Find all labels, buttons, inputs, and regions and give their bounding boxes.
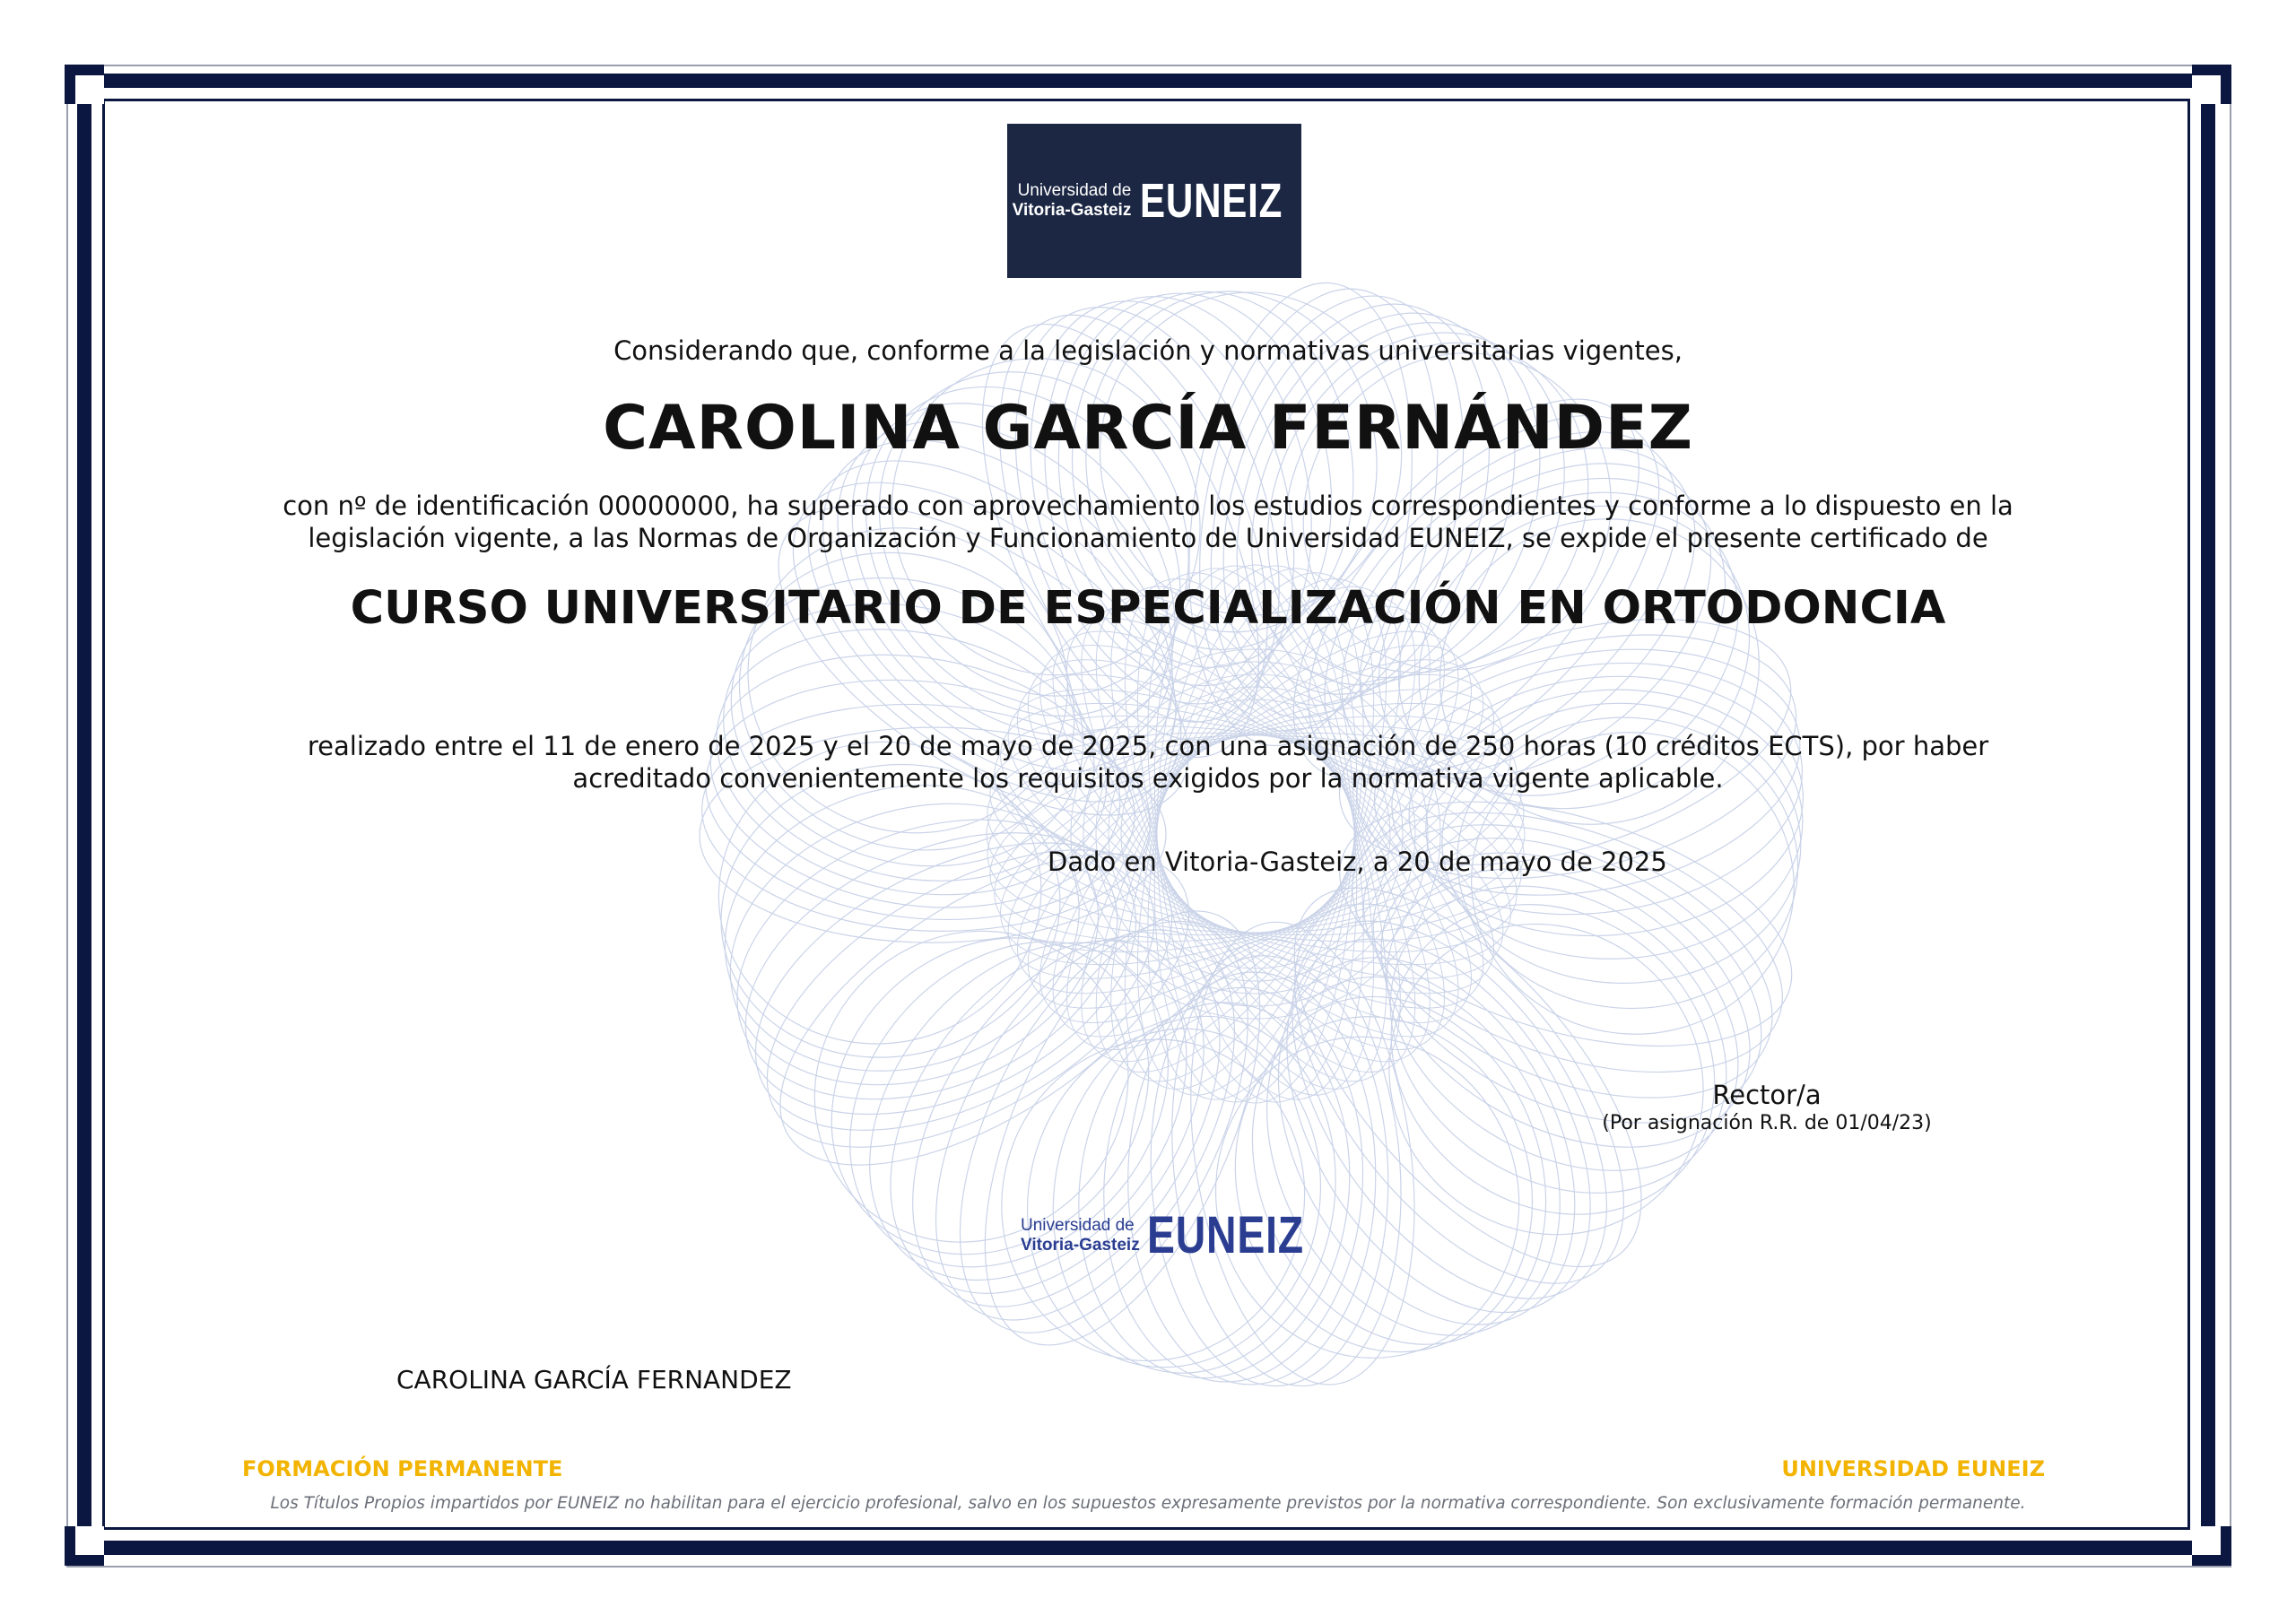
rector-note: (Por asignación R.R. de 01/04/23) xyxy=(1602,1112,1932,1134)
certificate-body-1: con nº de identificación 00000000, ha superado con aprovechamiento los estudios correspondientes y conforme a lo dispuesto en la legislación vigente, a las Normas de Organización y Funcionamiento de Universidad EUNEIZ, se expide el presente certificado de xyxy=(283,491,2013,553)
euneiz-seal xyxy=(1021,1205,1316,1265)
certificate-body-2: realizado entre el 11 de enero de 2025 y el 20 de mayo de 2025, con una asignación de 250 horas (10 créditos ECTS), por haber acreditado convenientemente los requisitos exigidos por la normativa vigente aplicable. xyxy=(307,731,1989,794)
logo-brand: EUNEIZ xyxy=(1140,174,1283,228)
logo-line-2: Vitoria-Gasteiz xyxy=(1012,201,1132,220)
issue-place-date: Dado en Vitoria-Gasteiz, a 20 de mayo de 2025 xyxy=(1048,847,1667,877)
course-title: CURSO UNIVERSITARIO DE ESPECIALIZACIÓN EN ORTODONCIA xyxy=(350,582,1946,635)
rector-title: Rector/a xyxy=(1712,1080,1822,1110)
university-logo xyxy=(1007,124,1301,278)
footer-left-label: FORMACIÓN PERMANENTE xyxy=(242,1456,563,1481)
intro-text: Considerando que, conforme a la legislación y normativas universitarias vigentes, xyxy=(613,335,1683,366)
seal-line-2: Vitoria-Gasteiz xyxy=(1021,1235,1140,1255)
footer-right-label: UNIVERSIDAD EUNEIZ xyxy=(1781,1456,2045,1481)
seal-line-1: Universidad de xyxy=(1021,1215,1135,1235)
frame-corner-top-right xyxy=(2192,65,2231,104)
frame-corner-bottom-left xyxy=(65,1526,104,1566)
seal-brand: EUNEIZ xyxy=(1146,1206,1304,1264)
footer-disclaimer: Los Títulos Propios impartidos por EUNEIZ no habilitan para el ejercicio profesional, salvo en los supuestos expresamente previstos por la normativa correspondiente. Son exclusivamente formación permanente. xyxy=(270,1494,2026,1513)
frame-corner-bottom-right xyxy=(2192,1526,2231,1566)
recipient-name: CAROLINA GARCÍA FERNÁNDEZ xyxy=(603,393,1693,464)
student-signature-name: CAROLINA GARCÍA FERNANDEZ xyxy=(396,1365,792,1394)
frame-corner-top-left xyxy=(65,65,104,104)
logo-line-1: Universidad de xyxy=(1017,181,1132,200)
